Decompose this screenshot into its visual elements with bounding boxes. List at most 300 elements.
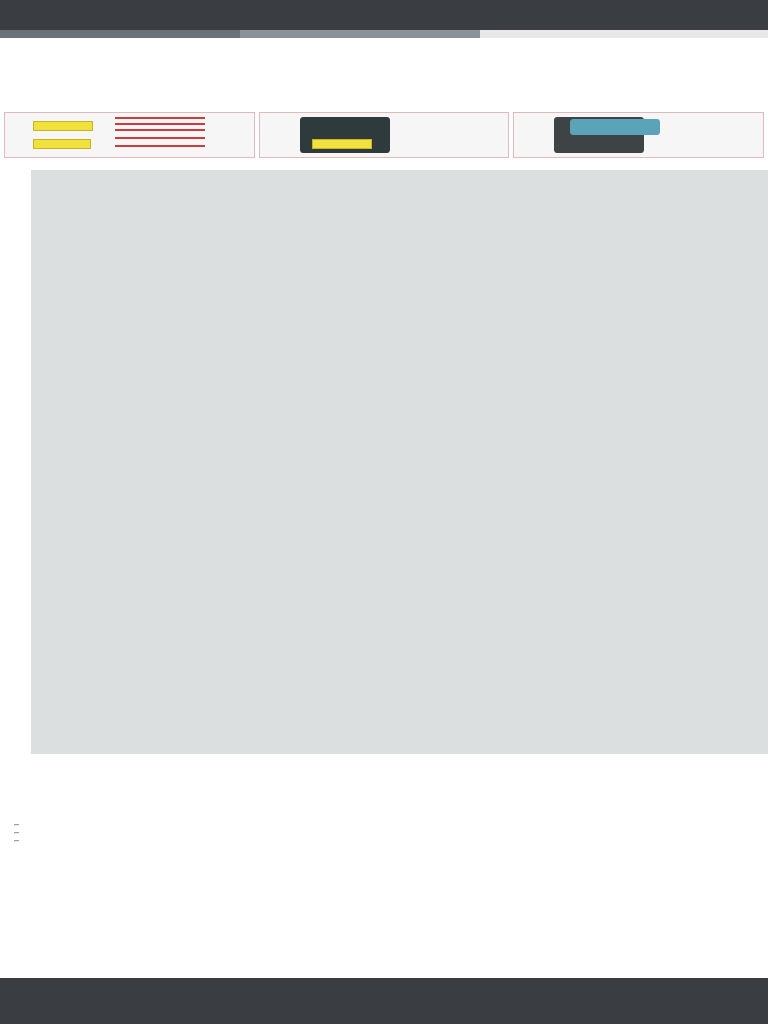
winning-number-cell: [479, 293, 519, 304]
winning-number-cell: [415, 566, 455, 577]
winning-number-cell: [349, 697, 389, 708]
winning-number-cell: [479, 676, 519, 687]
winning-number-cell: [479, 337, 519, 348]
ad-tile-2[interactable]: [259, 112, 510, 158]
winning-number-cell: [479, 741, 519, 752]
winning-number-cell: [349, 326, 389, 337]
winning-number-cell: [543, 435, 583, 446]
ad-tile-1[interactable]: [4, 112, 255, 158]
winning-number-cell: [605, 424, 645, 435]
winning-number-cell: [543, 490, 583, 501]
draw-date-cell: [63, 282, 283, 292]
winning-number-cell: [415, 381, 455, 392]
table-row: [31, 271, 768, 282]
table-row: [31, 435, 768, 446]
winning-number-cell: [479, 697, 519, 708]
winning-number-cell: [349, 544, 389, 555]
winning-number-cell: [349, 217, 389, 228]
winning-number-cell: [479, 468, 519, 479]
winning-number-cell: [479, 512, 519, 523]
winning-number-cell: [349, 555, 389, 566]
faq-bullet: [34, 828, 734, 836]
winning-number-cell: [349, 610, 389, 621]
ad-device-screen: [570, 119, 660, 135]
draw-date-cell: [63, 468, 283, 478]
table-row: [31, 337, 768, 348]
winning-number-cell: [283, 260, 323, 271]
winning-number-cell: [605, 512, 645, 523]
winning-number-cell: [415, 632, 455, 643]
winning-number-cell: [283, 348, 323, 359]
winning-number-cell: [605, 665, 645, 676]
winning-number-cell: [605, 621, 645, 632]
winning-number-cell: [605, 697, 645, 708]
winning-number-cell: [605, 326, 645, 337]
winning-number-cell: [605, 730, 645, 741]
winning-number-cell: [543, 534, 583, 545]
winning-number-cell: [349, 512, 389, 523]
ad-tile-3[interactable]: [513, 112, 764, 158]
winning-number-cell: [283, 686, 323, 697]
draw-date-cell: [63, 665, 283, 675]
winning-number-cell: [415, 271, 455, 282]
winning-number-cell: [415, 610, 455, 621]
table-row: [31, 632, 768, 643]
winning-number-cell: [349, 643, 389, 654]
winning-number-cell: [605, 392, 645, 403]
winning-number-cell: [543, 337, 583, 348]
winning-number-cell: [543, 512, 583, 523]
winning-number-cell: [479, 326, 519, 337]
winning-number-cell: [543, 206, 583, 217]
winning-number-cell: [543, 555, 583, 566]
winning-number-cell: [415, 588, 455, 599]
winning-number-cell: [283, 599, 323, 610]
footer-logo[interactable]: [30, 982, 430, 1000]
winning-number-cell: [479, 719, 519, 730]
winning-number-cell: [349, 282, 389, 293]
table-row: [31, 741, 768, 752]
winning-number-cell: [349, 534, 389, 545]
winning-number-cell: [479, 523, 519, 534]
winning-number-cell: [283, 446, 323, 457]
winning-number-cell: [415, 293, 455, 304]
draw-date-cell: [63, 610, 283, 620]
winning-number-cell: [479, 315, 519, 326]
winning-number-cell: [283, 359, 323, 370]
winning-number-cell: [349, 588, 389, 599]
winning-number-cell: [479, 686, 519, 697]
winning-number-cell: [479, 435, 519, 446]
winning-number-cell: [415, 370, 455, 381]
faq-bullet: [34, 820, 734, 828]
table-row: [31, 228, 768, 239]
draw-date-cell: [63, 577, 283, 587]
winning-number-cell: [479, 534, 519, 545]
table-row: [31, 719, 768, 730]
winning-number-cell: [543, 697, 583, 708]
footer-link-column[interactable]: [254, 1002, 404, 1022]
winning-number-cell: [605, 588, 645, 599]
winning-number-cell: [543, 741, 583, 752]
winning-number-cell: [415, 304, 455, 315]
winning-number-cell: [543, 665, 583, 676]
table-row: [31, 250, 768, 261]
table-body: [31, 184, 768, 752]
winning-number-cell: [605, 599, 645, 610]
winning-number-cell: [415, 643, 455, 654]
winning-number-cell: [349, 479, 389, 490]
winning-number-cell: [349, 577, 389, 588]
winning-number-cell: [479, 599, 519, 610]
winning-number-cell: [349, 402, 389, 413]
winning-number-cell: [349, 676, 389, 687]
winning-number-cell: [479, 348, 519, 359]
winning-number-cell: [283, 271, 323, 282]
winning-number-cell: [283, 250, 323, 261]
draw-date-cell: [63, 217, 283, 227]
winning-number-cell: [543, 446, 583, 457]
winning-number-cell: [543, 599, 583, 610]
faq-question: [34, 790, 734, 800]
draw-date-cell: [63, 730, 283, 740]
winning-number-cell: [283, 555, 323, 566]
winning-number-cell: [543, 195, 583, 206]
winning-number-cell: [543, 315, 583, 326]
winning-number-cell: [543, 577, 583, 588]
table-row: [31, 359, 768, 370]
draw-date-cell: [63, 184, 283, 194]
faq-section: [34, 760, 734, 974]
winning-number-cell: [283, 708, 323, 719]
draw-date-cell: [63, 566, 283, 576]
draw-date-cell: [63, 686, 283, 696]
winning-number-cell: [415, 534, 455, 545]
winning-number-cell: [479, 708, 519, 719]
table-row: [31, 697, 768, 708]
winning-number-cell: [349, 304, 389, 315]
winning-number-cell: [349, 370, 389, 381]
winning-number-cell: [283, 512, 323, 523]
winning-number-cell: [283, 217, 323, 228]
winning-number-cell: [543, 282, 583, 293]
winning-number-cell: [479, 730, 519, 741]
winning-number-cell: [479, 250, 519, 261]
winning-number-cell: [605, 468, 645, 479]
table-row: [31, 523, 768, 534]
winning-number-cell: [605, 195, 645, 206]
winning-number-cell: [479, 217, 519, 228]
winning-number-cell: [479, 195, 519, 206]
winning-number-cell: [543, 228, 583, 239]
winning-number-cell: [543, 184, 583, 195]
draw-date-cell: [63, 206, 283, 216]
draw-date-cell: [63, 195, 283, 205]
winning-number-cell: [349, 348, 389, 359]
draw-date-cell: [63, 304, 283, 314]
winning-number-cell: [349, 665, 389, 676]
faq-question: [34, 760, 734, 770]
table-row: [31, 239, 768, 250]
winning-number-cell: [479, 501, 519, 512]
winning-number-cell: [283, 719, 323, 730]
winning-number-cell: [479, 239, 519, 250]
winning-number-cell: [415, 392, 455, 403]
winning-number-cell: [349, 315, 389, 326]
winning-number-cell: [349, 686, 389, 697]
ad-red-lines: [115, 117, 205, 119]
winning-number-cell: [605, 577, 645, 588]
winning-number-cell: [283, 370, 323, 381]
winning-number-cell: [605, 293, 645, 304]
draw-date-cell: [63, 479, 283, 489]
winning-number-cell: [283, 304, 323, 315]
winning-number-cell: [605, 184, 645, 195]
winning-number-cell: [283, 523, 323, 534]
table-row: [31, 457, 768, 468]
winning-number-cell: [415, 348, 455, 359]
winning-number-cell: [415, 326, 455, 337]
winning-number-cell: [349, 621, 389, 632]
draw-date-cell: [63, 697, 283, 707]
winning-number-cell: [349, 632, 389, 643]
table-row: [31, 599, 768, 610]
draw-date-cell: [63, 457, 283, 467]
winning-number-cell: [605, 457, 645, 468]
winning-number-cell: [605, 719, 645, 730]
winning-number-cell: [415, 468, 455, 479]
winning-number-cell: [479, 643, 519, 654]
winning-number-cell: [349, 359, 389, 370]
draw-date-cell: [63, 413, 283, 423]
winning-number-cell: [605, 490, 645, 501]
ad-banner-strip[interactable]: [0, 112, 768, 158]
winning-number-cell: [479, 370, 519, 381]
winning-number-cell: [283, 566, 323, 577]
winning-number-cell: [605, 544, 645, 555]
winning-number-cell: [283, 730, 323, 741]
draw-date-cell: [63, 523, 283, 533]
winning-number-cell: [479, 282, 519, 293]
faq-bullet: [34, 836, 734, 844]
winning-number-cell: [349, 566, 389, 577]
table-row: [31, 304, 768, 315]
winning-number-cell: [605, 413, 645, 424]
winning-number-cell: [479, 260, 519, 271]
winning-number-cell: [415, 665, 455, 676]
winning-number-cell: [349, 599, 389, 610]
tab-latest-results[interactable]: [0, 30, 240, 38]
ad-highlight-shape: [312, 139, 372, 149]
winning-number-cell: [543, 468, 583, 479]
winning-number-cell: [543, 217, 583, 228]
winning-number-cell: [415, 490, 455, 501]
winning-number-cell: [479, 392, 519, 403]
winning-number-cell: [605, 566, 645, 577]
winning-number-cell: [479, 490, 519, 501]
column-header-draw-date: [65, 177, 185, 184]
winning-number-cell: [349, 271, 389, 282]
draw-date-cell: [63, 337, 283, 347]
table-caption: [251, 170, 768, 177]
winning-number-cell: [415, 239, 455, 250]
winning-number-cell: [605, 370, 645, 381]
draw-date-cell: [63, 501, 283, 511]
draw-date-cell: [63, 654, 283, 664]
winning-number-cell: [543, 260, 583, 271]
table-row: [31, 501, 768, 512]
footer-link-column[interactable]: [474, 1002, 624, 1022]
table-row: [31, 392, 768, 403]
winning-number-cell: [283, 534, 323, 545]
winning-number-cell: [415, 424, 455, 435]
table-row: [31, 708, 768, 719]
draw-date-cell: [63, 239, 283, 249]
table-row: [31, 348, 768, 359]
winning-number-cell: [479, 577, 519, 588]
winning-number-cell: [543, 523, 583, 534]
winning-number-cell: [349, 250, 389, 261]
winning-number-cell: [479, 566, 519, 577]
winning-number-cell: [605, 250, 645, 261]
winning-number-cell: [479, 555, 519, 566]
draw-date-cell: [63, 534, 283, 544]
winning-number-cell: [543, 424, 583, 435]
winning-number-cell: [415, 413, 455, 424]
intro-text: [34, 74, 724, 100]
winning-number-cell: [479, 621, 519, 632]
winning-number-cell: [349, 435, 389, 446]
winning-number-cell: [605, 217, 645, 228]
draw-date-cell: [63, 741, 283, 751]
winning-number-cell: [543, 413, 583, 424]
winning-number-cell: [283, 337, 323, 348]
winning-number-cell: [283, 206, 323, 217]
winning-number-cell: [605, 643, 645, 654]
winning-number-cell: [415, 730, 455, 741]
draw-date-cell: [63, 326, 283, 336]
table-row: [31, 468, 768, 479]
table-row: [31, 479, 768, 490]
winning-number-cell: [349, 381, 389, 392]
winning-number-cell: [415, 697, 455, 708]
winning-number-cell: [543, 621, 583, 632]
table-row: [31, 490, 768, 501]
winning-number-cell: [415, 577, 455, 588]
winning-number-cell: [349, 523, 389, 534]
winning-number-cell: [543, 643, 583, 654]
draw-date-cell: [63, 359, 283, 369]
table-row: [31, 206, 768, 217]
winning-number-cell: [349, 468, 389, 479]
winning-number-cell: [283, 490, 323, 501]
winning-number-cell: [543, 239, 583, 250]
winning-number-cell: [605, 260, 645, 271]
winning-number-cell: [605, 304, 645, 315]
winning-number-cell: [479, 632, 519, 643]
winning-number-cell: [605, 534, 645, 545]
faq-question: [34, 805, 734, 815]
winning-number-cell: [479, 359, 519, 370]
winning-number-cell: [605, 381, 645, 392]
table-row: [31, 260, 768, 271]
winning-number-cell: [283, 195, 323, 206]
winning-number-cell: [349, 719, 389, 730]
tab-draw-history[interactable]: [240, 30, 480, 38]
winning-number-cell: [283, 315, 323, 326]
winning-number-cell: [415, 250, 455, 261]
winning-number-cell: [415, 184, 455, 195]
winning-number-cell: [543, 566, 583, 577]
footer-link-column[interactable]: [34, 1002, 184, 1022]
winning-number-cell: [415, 217, 455, 228]
draw-date-cell: [63, 588, 283, 598]
ad-highlight-shape: [33, 139, 91, 149]
winning-number-cell: [283, 577, 323, 588]
winning-number-cell: [605, 271, 645, 282]
draw-date-cell: [63, 424, 283, 434]
winning-number-cell: [479, 402, 519, 413]
winning-number-cell: [415, 654, 455, 665]
winning-number-cell: [283, 184, 323, 195]
winning-number-cell: [605, 501, 645, 512]
winning-number-cell: [415, 719, 455, 730]
winning-number-cell: [605, 359, 645, 370]
table-row: [31, 566, 768, 577]
draw-date-cell: [63, 446, 283, 456]
winning-number-cell: [415, 260, 455, 271]
winning-number-cell: [415, 741, 455, 752]
winning-number-cell: [283, 326, 323, 337]
table-row: [31, 315, 768, 326]
winning-number-cell: [479, 381, 519, 392]
winning-number-cell: [543, 708, 583, 719]
draw-date-cell: [63, 315, 283, 325]
winning-number-cell: [543, 457, 583, 468]
table-row: [31, 402, 768, 413]
winning-number-cell: [605, 686, 645, 697]
winning-number-cell: [349, 654, 389, 665]
winning-number-cell: [283, 392, 323, 403]
winning-number-cell: [349, 260, 389, 271]
winning-number-cell: [543, 686, 583, 697]
winning-number-cell: [283, 632, 323, 643]
winning-number-cell: [543, 654, 583, 665]
winning-number-cell: [543, 326, 583, 337]
draw-date-cell: [63, 490, 283, 500]
winning-number-cell: [479, 610, 519, 621]
draw-date-cell: [63, 228, 283, 238]
table-row: [31, 643, 768, 654]
top-navigation-bar: [0, 0, 768, 22]
winning-number-cell: [283, 588, 323, 599]
winning-number-cell: [543, 304, 583, 315]
draw-date-cell: [63, 271, 283, 281]
table-row: [31, 370, 768, 381]
winning-number-cell: [415, 195, 455, 206]
winning-number-cell: [415, 523, 455, 534]
winning-number-cell: [349, 228, 389, 239]
winning-number-cell: [605, 676, 645, 687]
draw-date-cell: [63, 435, 283, 445]
winning-number-cell: [283, 293, 323, 304]
winning-number-cell: [283, 741, 323, 752]
table-row: [31, 424, 768, 435]
winning-number-cell: [479, 228, 519, 239]
winning-number-cell: [283, 413, 323, 424]
table-row: [31, 610, 768, 621]
winning-number-cell: [283, 643, 323, 654]
